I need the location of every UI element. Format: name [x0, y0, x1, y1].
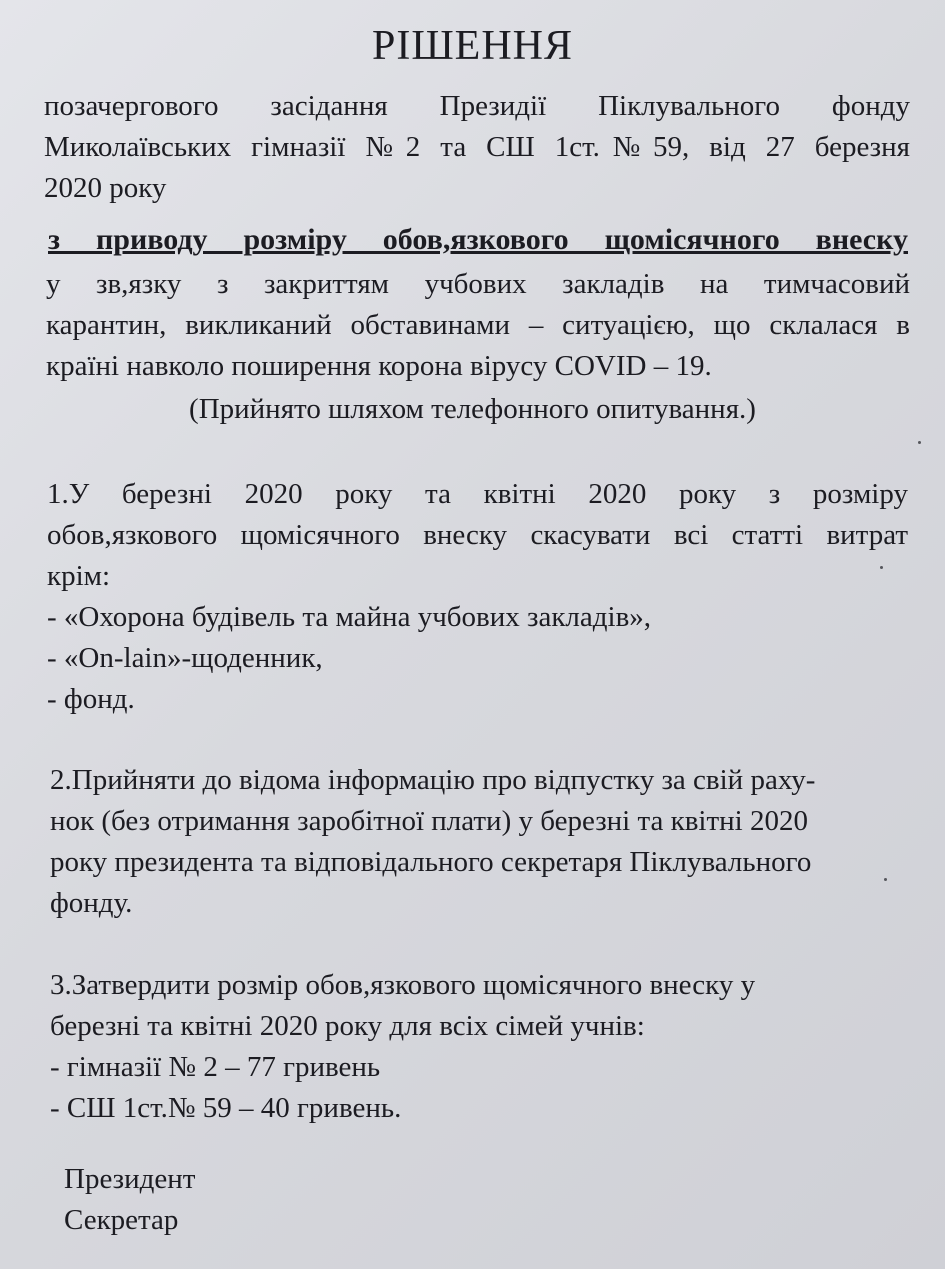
- signature-secretary: Секретар: [64, 1204, 179, 1236]
- item-line: березні та квітні 2020 року для всіх сімей учнів:: [50, 1010, 645, 1042]
- document-title: РІШЕННЯ: [371, 23, 574, 69]
- adoption-note: (Прийнято шляхом телефонного опитування.): [189, 393, 756, 425]
- item-list-entry: - гімназії № 2 – 77 гривень: [50, 1051, 381, 1083]
- item-list-entry: - «On-lain»-щоденник,: [47, 642, 323, 674]
- decision-context: [46, 264, 910, 387]
- decision-item-2: [50, 760, 890, 924]
- meeting-line: Миколаївських гімназії №2 та СШ 1ст.№59, від 27 березня: [44, 131, 910, 163]
- item-line: 1.У березні 2020 року та квітні 2020 року з розміру: [47, 478, 908, 510]
- decision-subject: з приводу розміру обов,язкового щомісячного внеску: [48, 223, 908, 256]
- context-line: у зв,язку з закриттям учбових закладів на тимчасовий: [46, 268, 910, 300]
- item-line: року президента та відповідального секретаря Піклувального: [50, 846, 812, 878]
- context-line: країні навколо поширення корона вірусу COVID – 19.: [46, 350, 712, 382]
- decision-item-1: [47, 474, 908, 720]
- paper-speck: [884, 878, 887, 881]
- item-line: нок (без отримання заробітної плати) у березні та квітні 2020: [50, 805, 808, 837]
- item-line: 2.Прийняти до відома інформацію про відпустку за свій раху-: [50, 764, 816, 796]
- item-line: обов,язкового щомісячного внеску скасувати всі статті витрат: [47, 519, 908, 551]
- meeting-description: [44, 86, 910, 209]
- item-line: крім:: [47, 560, 111, 592]
- item-list-entry: - СШ 1ст.№ 59 – 40 гривень.: [50, 1092, 402, 1124]
- meeting-line: позачергового засідання Президії Піклувального фонду: [44, 90, 910, 122]
- item-line: 3.Затвердити розмір обов,язкового щомісячного внеску у: [50, 969, 756, 1001]
- meeting-line: 2020 року: [44, 172, 167, 204]
- signature-president: Президент: [64, 1163, 196, 1195]
- item-line: фонду.: [50, 887, 133, 919]
- paper-speck: [880, 566, 883, 569]
- paper-speck: [918, 441, 921, 444]
- signature-block: [64, 1159, 464, 1241]
- decision-item-3: [50, 965, 890, 1129]
- item-list-entry: - «Охорона будівель та майна учбових закладів»,: [47, 601, 652, 633]
- context-line: карантин, викликаний обставинами – ситуацією, що склалася в: [46, 309, 910, 341]
- item-list-entry: - фонд.: [47, 683, 135, 715]
